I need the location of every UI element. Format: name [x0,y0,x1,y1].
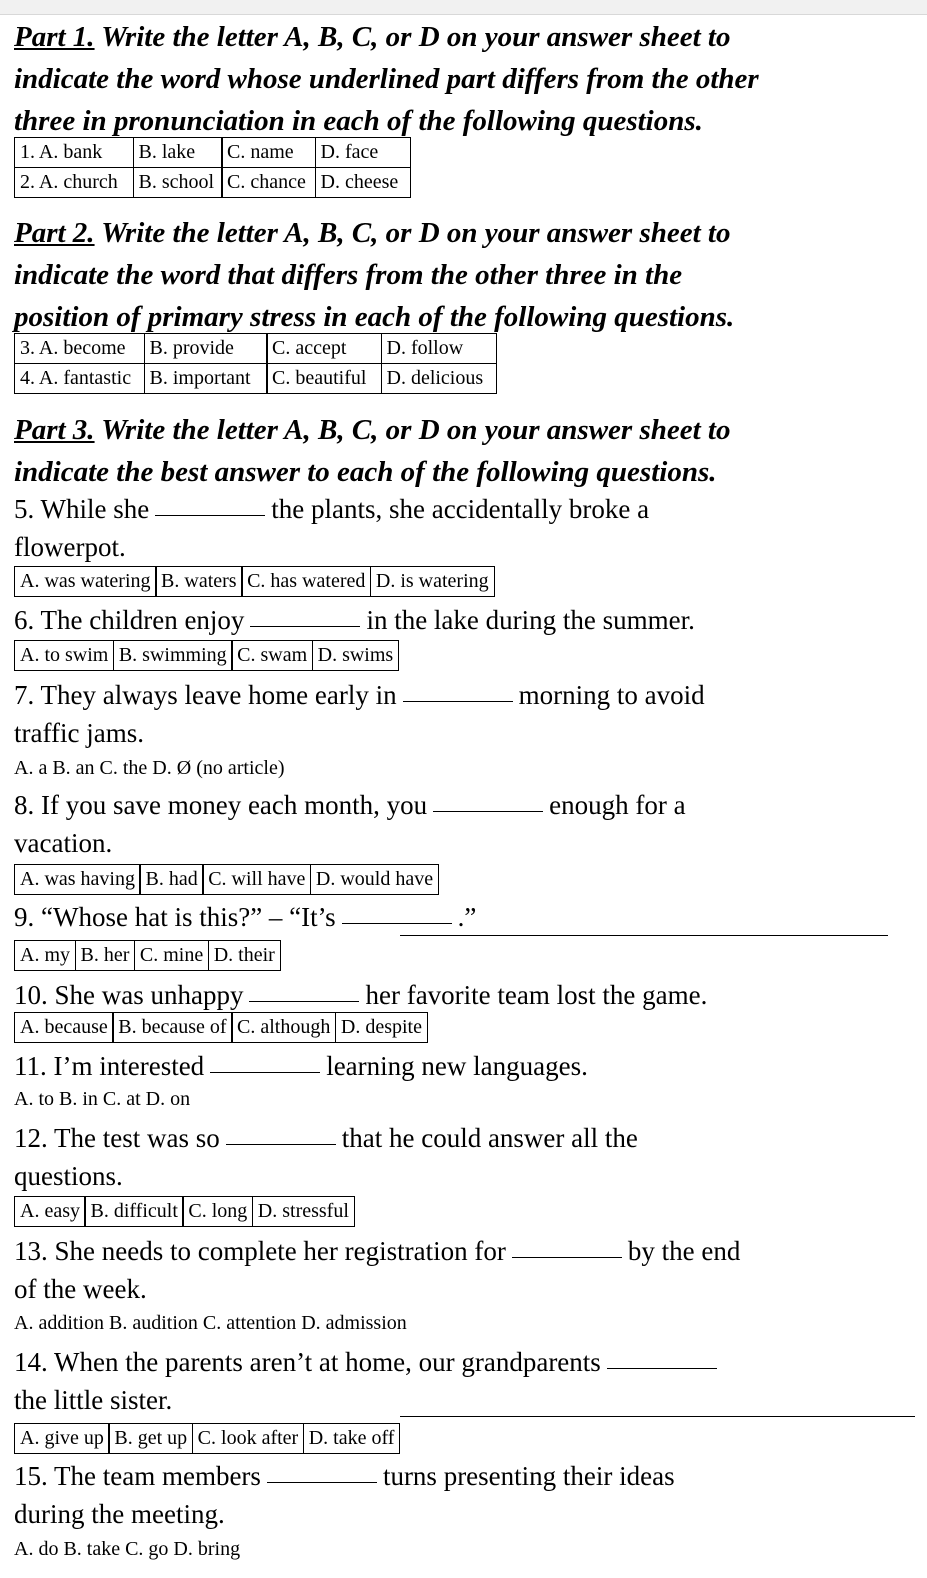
question-12 [14,1119,914,1195]
q14-blank [607,1367,717,1369]
part2-instruction-line3: position of primary stress in each of the following questions. [14,301,735,333]
q7-options[interactable]: A. a B. an C. the D. Ø (no article) [14,757,285,779]
q10-text-a: 10. She was unhappy [14,980,244,1010]
q4-option-c[interactable]: C. beautiful [266,363,382,394]
q5-option-b[interactable]: B. waters [155,566,243,597]
q11-text-b: learning new languages. [326,1051,588,1081]
question-10 [14,976,914,1014]
question-8 [14,786,914,862]
q10-option-a[interactable]: A. because [14,1012,114,1043]
q7-text-c: traffic jams. [14,718,144,748]
q10-options [14,1012,428,1043]
q12-text-b: that he could answer all the [341,1123,638,1153]
q9-rule-line [400,935,888,936]
q12-option-c[interactable]: C. long [182,1196,253,1227]
q5-blank [155,514,265,516]
q1-option-c[interactable]: C. name [221,137,316,168]
q4-option-b[interactable]: B. important [144,363,268,394]
part1-instruction-line3: three in pronunciation in each of the following questions. [14,105,703,137]
q8-blank [433,810,543,812]
q14-option-b[interactable]: B. get up [108,1423,193,1454]
q15-options[interactable]: A. do B. take C. go D. bring [14,1538,241,1560]
q14-rule-line [400,1416,915,1417]
q6-text-a: 6. The children enjoy [14,605,245,635]
q4-option-a[interactable]: 4. A. fantastic [14,363,145,394]
question-7 [14,676,914,752]
q1-option-b[interactable]: B. lake [133,137,223,168]
q14-option-a[interactable]: A. give up [14,1423,110,1454]
q9-option-d[interactable]: D. their [208,940,281,971]
q7-text-a: 7. They always leave home early in [14,680,397,710]
q12-option-d[interactable]: D. stressful [252,1196,355,1227]
q11-text-a: 11. I’m interested [14,1051,205,1081]
q6-option-a[interactable]: A. to swim [14,640,114,671]
q5-option-c[interactable]: C. has watered [241,566,371,597]
q1-option-d[interactable]: D. face [315,137,411,168]
q9-blank [342,922,452,924]
q12-option-a[interactable]: A. easy [14,1196,86,1227]
part1-heading [14,16,919,142]
q13-text-b: by the end [627,1236,741,1266]
part3-instruction-line1: Write the letter A, B, C, or D on your answer sheet to [101,414,731,446]
q10-option-c[interactable]: C. although [231,1012,336,1043]
q8-text-c: vacation. [14,828,113,858]
q14-option-d[interactable]: D. take off [303,1423,401,1454]
q3-option-a[interactable]: 3. A. become [14,333,145,364]
q3-option-b[interactable]: B. provide [144,333,268,364]
q2-options [14,167,411,198]
q14-text-c: the little sister. [14,1385,173,1415]
part3-label: Part 3. [14,414,95,446]
question-9 [14,898,914,936]
q8-options [14,864,439,895]
question-15 [14,1457,914,1533]
q15-text-b: turns presenting their ideas [382,1461,675,1491]
part2-heading [14,212,919,338]
question-5 [14,490,914,566]
q5-text-a: 5. While she [14,494,150,524]
q14-option-c[interactable]: C. look after [192,1423,305,1454]
q9-option-c[interactable]: C. mine [134,940,209,971]
q9-text-a: 9. “Whose hat is this?” – “It’s [14,902,336,932]
q14-options [14,1423,400,1454]
q10-text-b: her favorite team lost the game. [365,980,708,1010]
q10-blank [249,1000,359,1002]
q6-blank [250,625,360,627]
q8-text-b: enough for a [549,790,686,820]
q13-options[interactable]: A. addition B. audition C. attention D. admission [14,1312,407,1334]
q5-options [14,566,495,597]
q8-text-a: 8. If you save money each month, you [14,790,428,820]
part1-label: Part 1. [14,21,95,53]
q12-blank [226,1143,336,1145]
window-top-bar [0,0,927,15]
question-6 [14,601,914,639]
q15-text-a: 15. The team members [14,1461,261,1491]
q2-option-d[interactable]: D. cheese [315,167,411,198]
part3-heading [14,409,919,493]
part1-instruction-line2: indicate the word whose underlined part differs from the other [14,63,759,95]
q13-text-c: of the week. [14,1274,147,1304]
q6-option-d[interactable]: D. swims [312,640,400,671]
q8-option-c[interactable]: C. will have [202,864,311,895]
q11-options[interactable]: A. to B. in C. at D. on [14,1088,191,1110]
q6-option-c[interactable]: C. swam [231,640,313,671]
q8-option-b[interactable]: B. had [139,864,203,895]
q3-option-d[interactable]: D. follow [381,333,497,364]
q14-text-a: 14. When the parents aren’t at home, our grandparents [14,1347,601,1377]
q13-text-a: 13. She needs to complete her registration for [14,1236,506,1266]
q12-option-b[interactable]: B. difficult [84,1196,183,1227]
question-11 [14,1047,914,1085]
part1-instruction-line1: Write the letter A, B, C, or D on your answer sheet to [101,21,731,53]
q11-blank [210,1071,320,1073]
q9-option-a[interactable]: A. my [14,940,76,971]
q3-options [14,333,497,364]
q8-option-d[interactable]: D. would have [310,864,439,895]
part2-label: Part 2. [14,217,95,249]
q3-option-c[interactable]: C. accept [266,333,382,364]
q2-option-c[interactable]: C. chance [221,167,316,198]
q15-blank [267,1481,377,1483]
q2-option-a[interactable]: 2. A. church [14,167,134,198]
q9-options [14,940,281,971]
q12-options [14,1196,355,1227]
q12-text-c: questions. [14,1161,123,1191]
q15-text-c: during the meeting. [14,1499,225,1529]
q2-option-b[interactable]: B. school [133,167,223,198]
q13-blank [512,1256,622,1258]
part3-instruction-line2: indicate the best answer to each of the following questions. [14,456,717,488]
q9-option-b[interactable]: B. her [75,940,136,971]
q1-option-a[interactable]: 1. A. bank [14,137,134,168]
q7-text-b: morning to avoid [518,680,705,710]
q6-option-b[interactable]: B. swimming [113,640,233,671]
question-14 [14,1343,914,1419]
part2-instruction-line1: Write the letter A, B, C, or D on your answer sheet to [101,217,731,249]
q9-text-b: .” [457,902,477,932]
q5-text-c: flowerpot. [14,532,126,562]
q8-option-a[interactable]: A. was having [14,864,141,895]
question-13 [14,1232,914,1308]
q7-blank [403,700,513,702]
q6-options [14,640,399,671]
q12-text-a: 12. The test was so [14,1123,220,1153]
q4-options [14,363,497,394]
q5-option-a[interactable]: A. was watering [14,566,157,597]
part2-instruction-line2: indicate the word that differs from the other three in the [14,259,683,291]
q1-options [14,137,411,168]
q6-text-b: in the lake during the summer. [366,605,695,635]
q10-option-d[interactable]: D. despite [335,1012,428,1043]
q5-option-d[interactable]: D. is watering [370,566,495,597]
q10-option-b[interactable]: B. because of [112,1012,232,1043]
q5-text-b: the plants, she accidentally broke a [271,494,650,524]
q4-option-d[interactable]: D. delicious [381,363,497,394]
